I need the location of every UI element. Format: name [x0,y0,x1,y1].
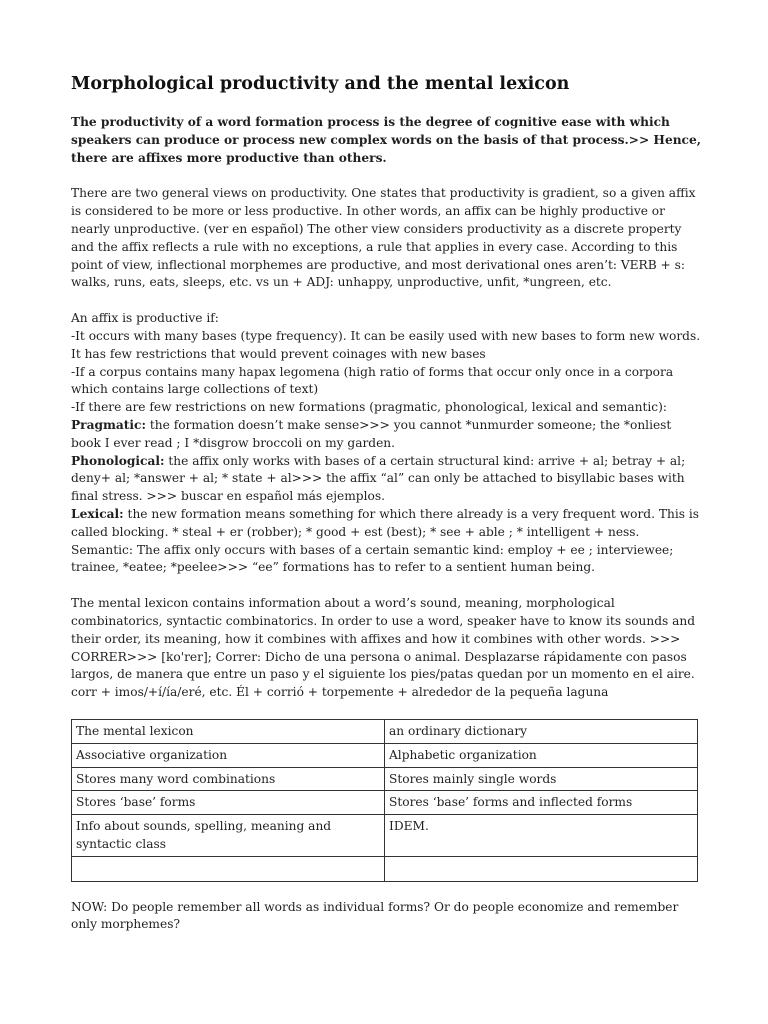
lead-paragraph: The productivity of a word formation process is the degree of cognitive ease with which speakers can produce or process new complex words on the basis of that process.>> Hence, there are affixes more productive than others. [71,115,701,165]
table-row [72,743,698,767]
table-row [72,767,698,791]
table-cell: Stores many word combinations [72,767,385,791]
lexical-text: the new formation means something for which there already is a very frequent word. This is called blocking. * steal + er (robber); * good + est (best); * see + able ; * intelligent + ness. [71,506,700,539]
phonological-text: the affix only works with bases of a certain structural kind: arrive + al; betray + al; deny+ al; *answer + al; * state + al>>> the affix “al” can only be attached to bisyllabic bases with final stress. >>> buscar en español más ejemplos. [71,453,686,504]
productive-criterion-1: -It occurs with many bases (type frequency). It can be easily used with new bases to form new words. It has few restrictions that would prevent coinages with new bases [71,328,701,361]
table-cell: Associative organization [72,743,385,767]
productive-section [71,310,701,577]
table-cell: IDEM. [385,815,698,857]
table-cell: Stores ‘base’ forms and inflected forms [385,791,698,815]
pragmatic-label: Pragmatic: [71,417,146,432]
comparison-table [71,719,698,882]
table-cell: Info about sounds, spelling, meaning and syntactic class [72,815,385,857]
pragmatic-text: the formation doesn’t make sense>>> you cannot *unmurder someone; the *onliest book I ever read ; I *disgrow broccoli on my garden. [71,417,672,450]
pragmatic-item [71,417,701,453]
table-cell: Alphabetic organization [385,743,698,767]
page-title: Morphological productivity and the mental lexicon [71,74,570,94]
table-cell: The mental lexicon [72,719,385,743]
table-cell: Stores mainly single words [385,767,698,791]
productive-criterion-3: -If there are few restrictions on new formations (pragmatic, phonological, lexical and semantic): [71,400,667,415]
table-cell [72,856,385,881]
closing-question: NOW: Do people remember all words as individual forms? Or do people economize and remember only morphemes? [71,899,679,932]
mental-lexicon-paragraph: The mental lexicon contains information about a word’s sound, meaning, morphological combinatorics, syntactic combinatorics. In order to use a word, speaker have to know its sounds and their order, its meaning, how it combines with affixes and how it combines with other words. >>> CORRER>>> [ko'rer]; Correr: Dicho de una persona o animal. Desplazarse rápidamente con pasos largos, de manera que entre un paso y el siguiente los pies/patas quedan por un momento en el aire. corr + imos/+í/ía/eré, etc. Él + corrió + torpemente + alrededor de la pequeña laguna [71,596,696,700]
lexical-label: Lexical: [71,506,124,521]
table-cell [385,856,698,881]
table-row [72,856,698,881]
phonological-item [71,453,701,506]
views-paragraph: There are two general views on productivity. One states that productivity is gradient, so a given affix is considered to be more or less productive. In other words, an affix can be highly productive or nearly unproductive. (ver en español) The other view considers productivity as a discrete property and the affix reflects a rule with no exceptions, a rule that applies in every case. According to this point of view, inflectional morphemes are productive, and most derivational ones aren’t: VERB + s: walks, runs, eats, sleeps, etc. vs un + ADJ: unhappy, unproductive, unfit, *ungreen, etc. [71,186,696,290]
productive-intro: An affix is productive if: [71,311,219,326]
lexical-item [71,506,701,542]
table-cell: Stores ‘base’ forms [72,791,385,815]
table-row [72,815,698,857]
document-body [71,72,701,934]
table-cell: an ordinary dictionary [385,719,698,743]
table-row [72,791,698,815]
phonological-label: Phonological: [71,453,165,468]
productive-criterion-2: -If a corpus contains many hapax legomena (high ratio of forms that occur only once in a corpora which contains large collections of text) [71,364,674,397]
semantic-item: Semantic: The affix only occurs with bases of a certain semantic kind: employ + ee ; interviewee; trainee, *eatee; *peelee>>> “ee” formations has to refer to a sentient human being. [71,542,674,575]
table-row [72,719,698,743]
